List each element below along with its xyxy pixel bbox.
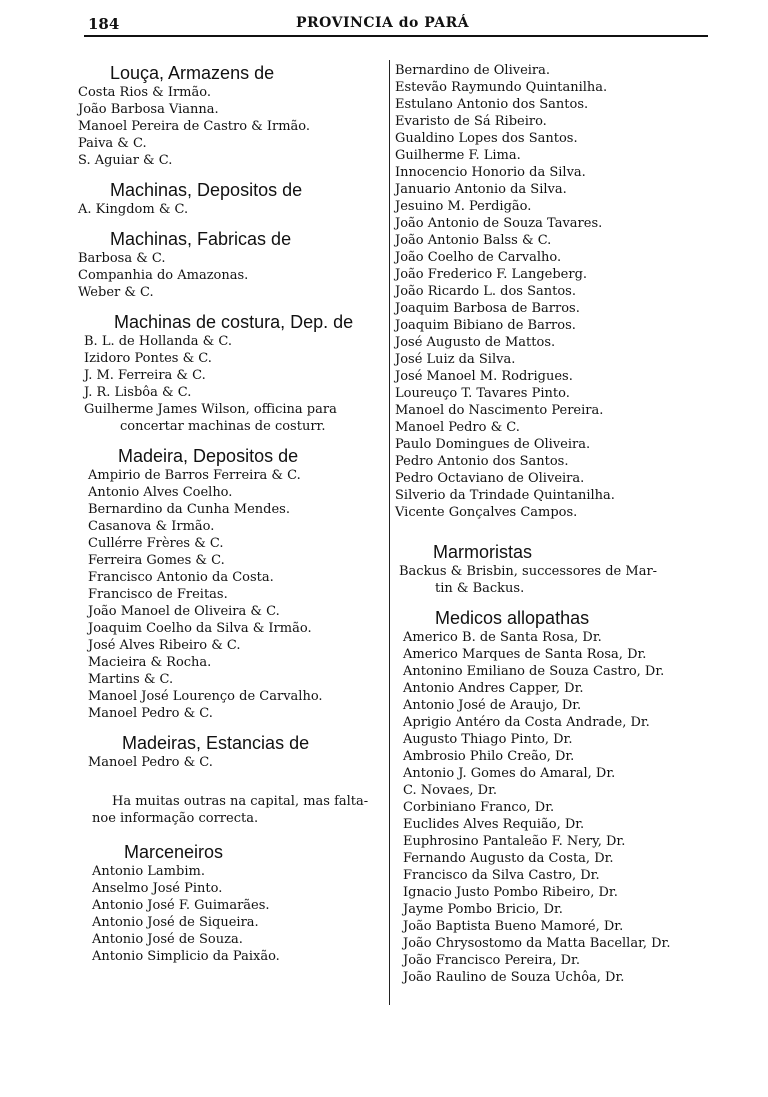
list-item: Costa Rios & Irmão.: [78, 85, 211, 100]
list-item: Paulo Domingues de Oliveira.: [395, 437, 591, 452]
section-machinas-fabricas: [78, 228, 386, 301]
list-item: Ignacio Justo Pombo Ribeiro, Dr.: [403, 885, 618, 900]
list-item: João Manoel de Oliveira & C.: [88, 604, 280, 619]
entry-list: [78, 333, 386, 401]
list-item: Guilherme James Wilson, officina para: [84, 402, 337, 417]
list-item: Companhia do Amazonas.: [78, 268, 249, 283]
entry-list: [78, 250, 386, 301]
list-item: Casanova & Irmão.: [88, 519, 215, 534]
list-item: Cullérre Frères & C.: [88, 536, 224, 551]
list-item: Manoel José Lourenço de Carvalho.: [88, 689, 323, 704]
section-heading: Marmoristas: [433, 542, 533, 562]
section-machinas-depositos: [78, 179, 386, 218]
section-heading: Medicos allopathas: [435, 608, 590, 628]
section-heading: Madeira, Depositos de: [118, 446, 299, 466]
entry-list: [78, 754, 386, 771]
list-item: Americo Marques de Santa Rosa, Dr.: [403, 647, 647, 662]
list-item: Euclides Alves Requião, Dr.: [403, 817, 585, 832]
list-item: Manoel Pereira de Castro & Irmão.: [78, 119, 311, 134]
list-item: Izidoro Pontes & C.: [84, 351, 212, 366]
list-item: Backus & Brisbin, successores de Mar-: [399, 564, 658, 579]
section-heading: Louça, Armazens de: [110, 63, 275, 83]
list-item: José Alves Ribeiro & C.: [88, 638, 241, 653]
list-item: Antonio Simplicio da Paixão.: [92, 949, 280, 964]
list-item: Francisco da Silva Castro, Dr.: [403, 868, 600, 883]
list-item: José Luiz da Silva.: [395, 352, 516, 367]
section-heading: Madeiras, Estancias de: [122, 733, 310, 753]
entry-list: [395, 62, 711, 521]
section-continued: [395, 62, 711, 521]
page-number: 184: [88, 15, 120, 33]
list-item: João Ricardo L. dos Santos.: [395, 284, 576, 299]
list-item: Antonio José de Souza.: [92, 932, 243, 947]
section-marmoristas: [395, 541, 711, 597]
list-item: Joaquim Coelho da Silva & Irmão.: [88, 621, 312, 636]
list-item-continuation: concertar machinas de costurr.: [120, 419, 326, 434]
list-item: Pedro Octaviano de Oliveira.: [395, 471, 585, 486]
section-madeiras-estancias: [78, 732, 386, 771]
list-item: Estevão Raymundo Quintanilha.: [395, 80, 608, 95]
right-column: [395, 62, 711, 986]
list-item: Ambrosio Philo Creão, Dr.: [403, 749, 575, 764]
left-column: [78, 62, 386, 965]
section-marceneiros: [78, 841, 386, 965]
section-note: [78, 793, 386, 827]
column-divider: [389, 60, 390, 1005]
list-item: Januario Antonio da Silva.: [395, 182, 567, 197]
list-item: C. Novaes, Dr.: [403, 783, 498, 798]
note-line: noe informação correcta.: [92, 811, 259, 826]
section-heading: Machinas, Depositos de: [110, 180, 303, 200]
list-item: João Antonio Balss & C.: [395, 233, 552, 248]
entry-list: [78, 201, 386, 218]
list-item: Francisco Antonio da Costa.: [88, 570, 274, 585]
list-item: Antonino Emiliano de Souza Castro, Dr.: [403, 664, 665, 679]
section-machinas-costura: [78, 311, 386, 435]
list-item: Guilherme F. Lima.: [395, 148, 521, 163]
entry-list: [78, 84, 386, 169]
list-item: José Augusto de Mattos.: [395, 335, 556, 350]
header-rule: [84, 35, 708, 37]
list-item: S. Aguiar & C.: [78, 153, 173, 168]
list-item: João Chrysostomo da Matta Bacellar, Dr.: [403, 936, 671, 951]
list-item: Silverio da Trindade Quintanilha.: [395, 488, 615, 503]
list-item: Bernardino de Oliveira.: [395, 63, 551, 78]
entry-list: [78, 467, 386, 722]
list-item: Pedro Antonio dos Santos.: [395, 454, 569, 469]
running-head: PROVINCIA do PARÁ: [296, 15, 470, 31]
section-heading: Marceneiros: [124, 842, 224, 862]
section-medicos: [395, 607, 711, 986]
list-item: Americo B. de Santa Rosa, Dr.: [403, 630, 602, 645]
list-item: Gualdino Lopes dos Santos.: [395, 131, 578, 146]
list-item: Antonio José de Araujo, Dr.: [403, 698, 582, 713]
list-item: Joaquim Barbosa de Barros.: [395, 301, 580, 316]
list-item: Antonio Alves Coelho.: [88, 485, 233, 500]
list-item-continuation: tin & Backus.: [435, 581, 525, 596]
list-item: J. M. Ferreira & C.: [84, 368, 206, 383]
list-item: Loureuço T. Tavares Pinto.: [395, 386, 570, 401]
list-item: Martins & C.: [88, 672, 174, 687]
list-item: Antonio Andres Capper, Dr.: [403, 681, 584, 696]
list-item: Manoel Pedro & C.: [88, 755, 213, 770]
list-item: Manoel Pedro & C.: [88, 706, 213, 721]
list-item: Aprigio Antéro da Costa Andrade, Dr.: [403, 715, 650, 730]
entry-list: [78, 863, 386, 965]
section-madeira-depositos: [78, 445, 386, 722]
list-item: João Antonio de Souza Tavares.: [395, 216, 603, 231]
list-item: Antonio José de Siqueira.: [92, 915, 259, 930]
list-item: Paiva & C.: [78, 136, 147, 151]
list-item: João Raulino de Souza Uchôa, Dr.: [403, 970, 625, 985]
list-item: Ampirio de Barros Ferreira & C.: [88, 468, 301, 483]
list-item: Antonio José F. Guimarães.: [92, 898, 270, 913]
list-item: Fernando Augusto da Costa, Dr.: [403, 851, 614, 866]
section-heading: Machinas, Fabricas de: [110, 229, 292, 249]
list-item: Antonio J. Gomes do Amaral, Dr.: [403, 766, 616, 781]
list-item: João Barbosa Vianna.: [78, 102, 219, 117]
section-loucas: [78, 62, 386, 169]
list-item: José Manoel M. Rodrigues.: [395, 369, 573, 384]
list-item: J. R. Lisbôa & C.: [84, 385, 192, 400]
list-item: Jesuino M. Perdigão.: [395, 199, 532, 214]
list-item: Euphrosino Pantaleão F. Nery, Dr.: [403, 834, 626, 849]
list-item: Vicente Gonçalves Campos.: [395, 505, 578, 520]
list-item: Corbiniano Franco, Dr.: [403, 800, 555, 815]
list-item: Barbosa & C.: [78, 251, 166, 266]
list-item: B. L. de Hollanda & C.: [84, 334, 232, 349]
list-item: Bernardino da Cunha Mendes.: [88, 502, 290, 517]
list-item: Ferreira Gomes & C.: [88, 553, 225, 568]
list-item: Joaquim Bibiano de Barros.: [395, 318, 576, 333]
list-item: João Baptista Bueno Mamoré, Dr.: [403, 919, 624, 934]
list-item: João Coelho de Carvalho.: [395, 250, 562, 265]
list-item: João Francisco Pereira, Dr.: [403, 953, 580, 968]
list-item: Augusto Thiago Pinto, Dr.: [403, 732, 573, 747]
list-item: João Frederico F. Langeberg.: [395, 267, 588, 282]
note-line: Ha muitas outras na capital, mas falta-: [112, 794, 369, 809]
list-item: Antonio Lambim.: [92, 864, 205, 879]
list-item: Manoel Pedro & C.: [395, 420, 520, 435]
list-item: Francisco de Freitas.: [88, 587, 228, 602]
entry-list: [395, 629, 711, 986]
list-item: Anselmo José Pinto.: [92, 881, 223, 896]
list-item: Evaristo de Sá Ribeiro.: [395, 114, 547, 129]
list-item: Weber & C.: [78, 285, 154, 300]
section-heading: Machinas de costura, Dep. de: [114, 312, 354, 332]
list-item: Jayme Pombo Bricio, Dr.: [403, 902, 563, 917]
list-item: Macieira & Rocha.: [88, 655, 212, 670]
list-item: Estulano Antonio dos Santos.: [395, 97, 589, 112]
list-item: A. Kingdom & C.: [78, 202, 189, 217]
list-item: Manoel do Nascimento Pereira.: [395, 403, 604, 418]
list-item: Innocencio Honorio da Silva.: [395, 165, 586, 180]
